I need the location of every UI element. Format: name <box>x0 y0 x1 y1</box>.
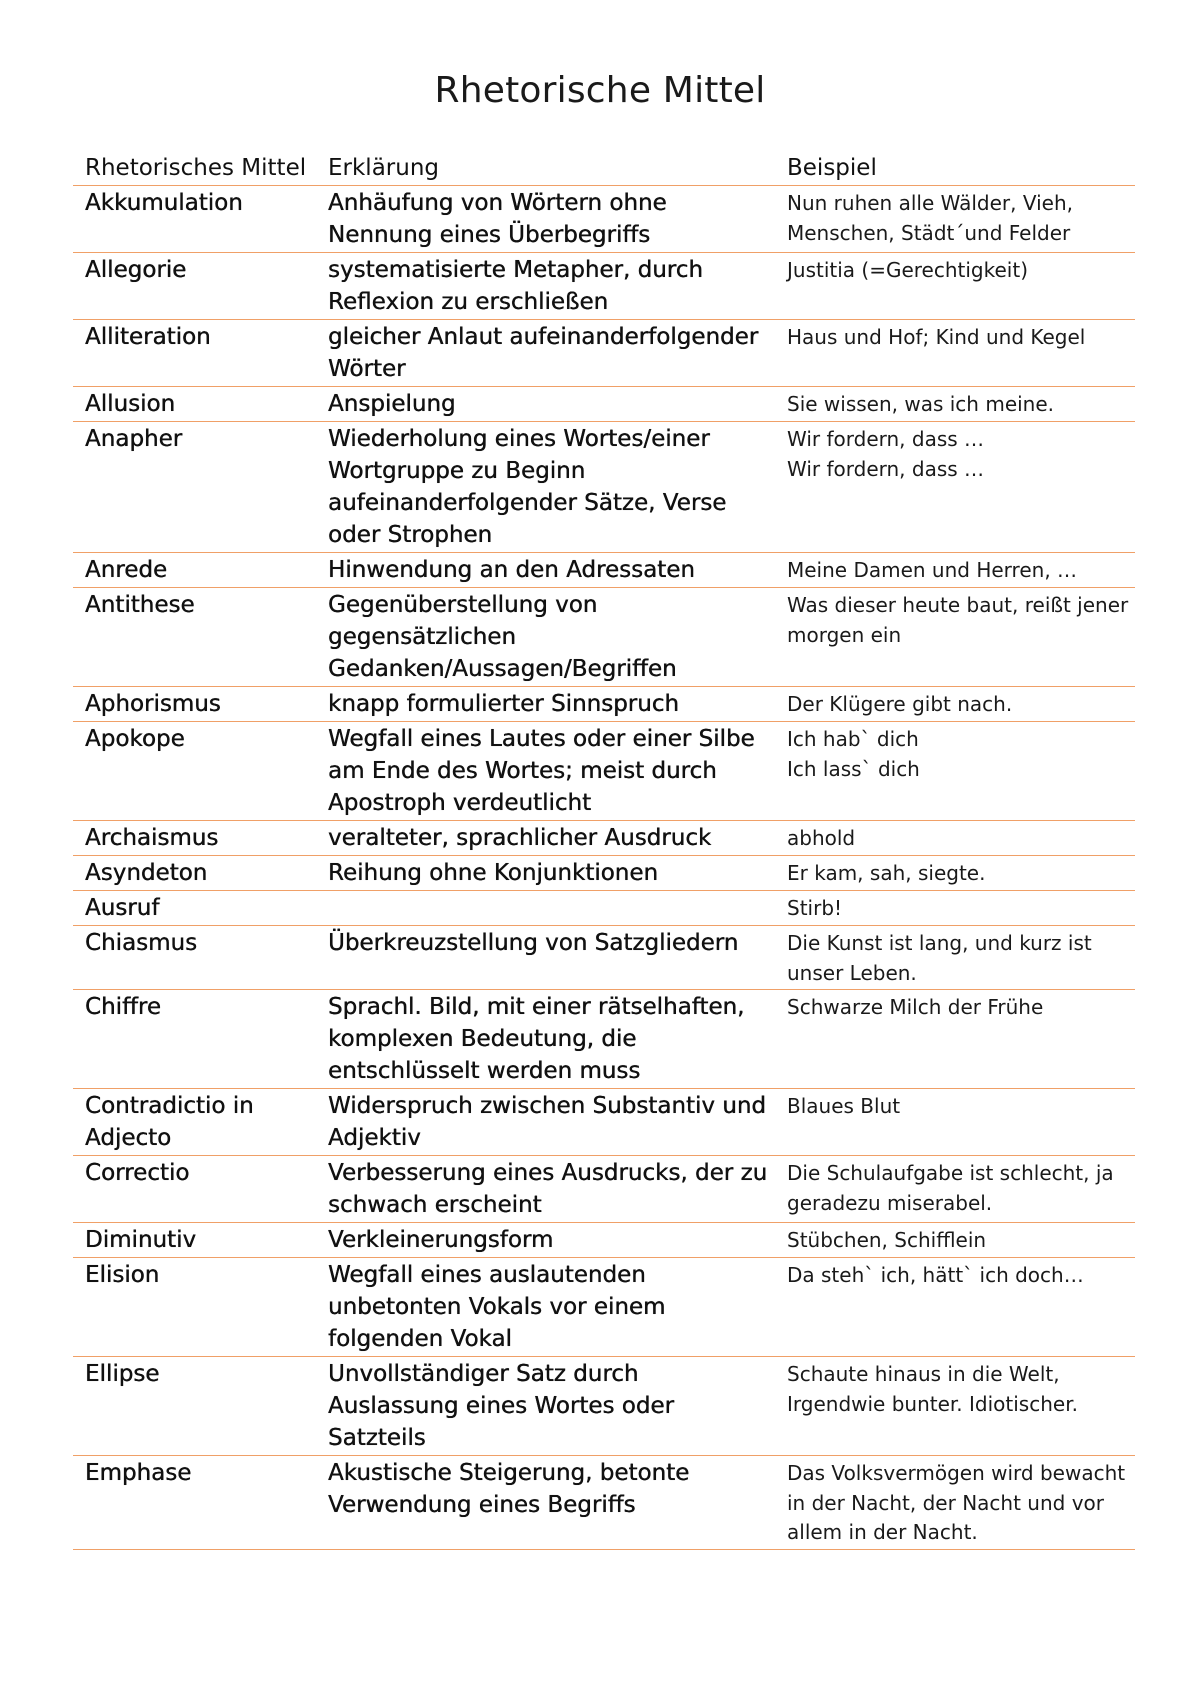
header-example: Beispiel <box>787 155 877 181</box>
explanation-cell: Hinwendung an den Adressaten <box>328 557 695 583</box>
term-cell: Elision <box>85 1262 160 1288</box>
example-cell <box>779 588 1135 686</box>
term-cell: Ausruf <box>85 895 160 921</box>
example-line: Was dieser heute baut, reißt jener morgen ein <box>787 593 1129 647</box>
example-line: Sie wissen, was ich meine. <box>787 392 1055 416</box>
example-line: Blaues Blut <box>787 1094 901 1118</box>
explanation-cell: Sprachl. Bild, mit einer rätselhaften, komplexen Bedeutung, die entschlüsselt werden muss <box>328 994 745 1084</box>
term-cell: Ellipse <box>85 1361 160 1387</box>
term-cell: Akkumulation <box>85 190 243 216</box>
table-row <box>73 926 1135 990</box>
example-line: Die Schulaufgabe ist schlecht, ja geradezu miserabel. <box>787 1161 1114 1215</box>
explanation-cell: Wegfall eines auslautenden unbetonten Vokals vor einem folgenden Vokal <box>328 1262 666 1352</box>
example-cell <box>779 387 1135 421</box>
table-row <box>73 1456 1135 1550</box>
example-line: Nun ruhen alle Wälder, Vieh, Menschen, Städt´und Felder <box>787 191 1073 245</box>
example-cell <box>779 1156 1135 1222</box>
header-explanation: Erklärung <box>328 155 440 181</box>
example-cell <box>779 1456 1135 1549</box>
example-line: Da steh` ich, hätt` ich doch… <box>787 1263 1084 1287</box>
explanation-cell <box>316 891 779 925</box>
term-cell: Diminutiv <box>85 1227 197 1253</box>
table-row <box>73 1156 1135 1223</box>
example-line: Das Volksvermögen wird bewacht in der Nacht, der Nacht und vor allem in der Nacht. <box>787 1461 1126 1544</box>
term-cell: Archaismus <box>85 825 219 851</box>
term-cell: Correctio <box>85 1160 190 1186</box>
page-title: Rhetorische Mittel <box>434 70 766 111</box>
header-term: Rhetorisches Mittel <box>85 155 307 181</box>
table-row <box>73 1223 1135 1258</box>
example-line: Ich hab` dich <box>787 727 919 751</box>
explanation-cell: systematisierte Metapher, durch Reflexion zu erschließen <box>328 257 703 315</box>
term-cell: Contradictio in Adjecto <box>85 1093 254 1151</box>
table-header-row <box>73 152 1135 186</box>
table-row <box>73 320 1135 387</box>
example-cell <box>779 1089 1135 1155</box>
table-row <box>73 1089 1135 1156</box>
explanation-cell: Unvollständiger Satz durch Auslassung eines Wortes oder Satzteils <box>328 1361 675 1451</box>
term-cell: Emphase <box>85 1460 192 1486</box>
example-cell <box>779 990 1135 1088</box>
explanation-cell: Verkleinerungsform <box>328 1227 554 1253</box>
table-body <box>73 186 1135 1550</box>
explanation-cell: Wiederholung eines Wortes/einer Wortgruppe zu Beginn aufeinanderfolgender Sätze, Verse oder Strophen <box>328 426 727 548</box>
example-cell <box>779 320 1135 386</box>
example-cell <box>779 422 1135 552</box>
explanation-cell: Anspielung <box>328 391 456 417</box>
example-cell <box>779 856 1135 890</box>
explanation-cell: knapp formulierter Sinnspruch <box>328 691 680 717</box>
explanation-cell: veralteter, sprachlicher Ausdruck <box>328 825 712 851</box>
example-line: Er kam, sah, siegte. <box>787 861 986 885</box>
example-line: abhold <box>787 826 856 850</box>
example-line: Haus und Hof; Kind und Kegel <box>787 325 1086 349</box>
table-row <box>73 1357 1135 1456</box>
example-line: Meine Damen und Herren, … <box>787 558 1078 582</box>
table-row <box>73 387 1135 422</box>
term-cell: Allegorie <box>85 257 187 283</box>
explanation-cell: Widerspruch zwischen Substantiv und Adjektiv <box>328 1093 767 1151</box>
example-cell <box>779 926 1135 989</box>
example-line: Wir fordern, dass … <box>787 456 985 481</box>
example-cell <box>779 891 1135 925</box>
table-row <box>73 422 1135 553</box>
table-row <box>73 553 1135 588</box>
explanation-cell: Überkreuzstellung von Satzgliedern <box>328 930 739 956</box>
explanation-cell: Anhäufung von Wörtern ohne Nennung eines Überbegriffs <box>328 190 667 248</box>
term-cell: Alliteration <box>85 324 211 350</box>
explanation-cell: Gegenüberstellung von gegensätzlichen Gedanken/Aussagen/Begriffen <box>328 592 677 682</box>
example-line: Schaute hinaus in die Welt, Irgendwie bunter. Idiotischer. <box>787 1362 1078 1416</box>
table-row <box>73 891 1135 926</box>
explanation-cell: Reihung ohne Konjunktionen <box>328 860 659 886</box>
example-line: Stübchen, Schifflein <box>787 1228 987 1252</box>
example-line: Schwarze Milch der Frühe <box>787 995 1044 1019</box>
example-cell <box>779 1357 1135 1455</box>
term-cell: Anrede <box>85 557 168 583</box>
term-cell: Asyndeton <box>85 860 208 886</box>
rhetoric-table <box>73 152 1135 1550</box>
term-cell: Antithese <box>85 592 195 618</box>
term-cell: Apokope <box>85 726 185 752</box>
table-row <box>73 1258 1135 1357</box>
example-cell <box>779 186 1135 252</box>
example-line: Die Kunst ist lang, und kurz ist unser Leben. <box>787 931 1092 985</box>
term-cell: Chiasmus <box>85 930 198 956</box>
example-line: Stirb! <box>787 896 843 920</box>
term-cell: Aphorismus <box>85 691 221 717</box>
term-cell: Anapher <box>85 426 183 452</box>
example-cell <box>779 722 1135 820</box>
example-cell <box>779 687 1135 721</box>
explanation-cell: Akustische Steigerung, betonte Verwendung eines Begriffs <box>328 1460 690 1518</box>
example-cell <box>779 1223 1135 1257</box>
table-row <box>73 253 1135 320</box>
table-row <box>73 856 1135 891</box>
example-line: Ich lass` dich <box>787 756 920 781</box>
table-row <box>73 687 1135 722</box>
table-row <box>73 722 1135 821</box>
explanation-cell: Verbesserung eines Ausdrucks, der zu schwach erscheint <box>328 1160 768 1218</box>
example-cell <box>779 553 1135 587</box>
example-cell <box>779 821 1135 855</box>
table-row <box>73 821 1135 856</box>
table-row <box>73 990 1135 1089</box>
explanation-cell: Wegfall eines Lautes oder einer Silbe am Ende des Wortes; meist durch Apostroph verdeutlicht <box>328 726 755 816</box>
example-cell <box>779 253 1135 319</box>
example-line: Wir fordern, dass … <box>787 427 985 451</box>
example-cell <box>779 1258 1135 1356</box>
explanation-cell: gleicher Anlaut aufeinanderfolgender Wörter <box>328 324 759 382</box>
term-cell: Chiffre <box>85 994 161 1020</box>
term-cell: Allusion <box>85 391 176 417</box>
example-line: Der Klügere gibt nach. <box>787 692 1013 716</box>
table-row <box>73 588 1135 687</box>
table-row <box>73 186 1135 253</box>
example-line: Justitia (=Gerechtigkeit) <box>787 258 1028 282</box>
